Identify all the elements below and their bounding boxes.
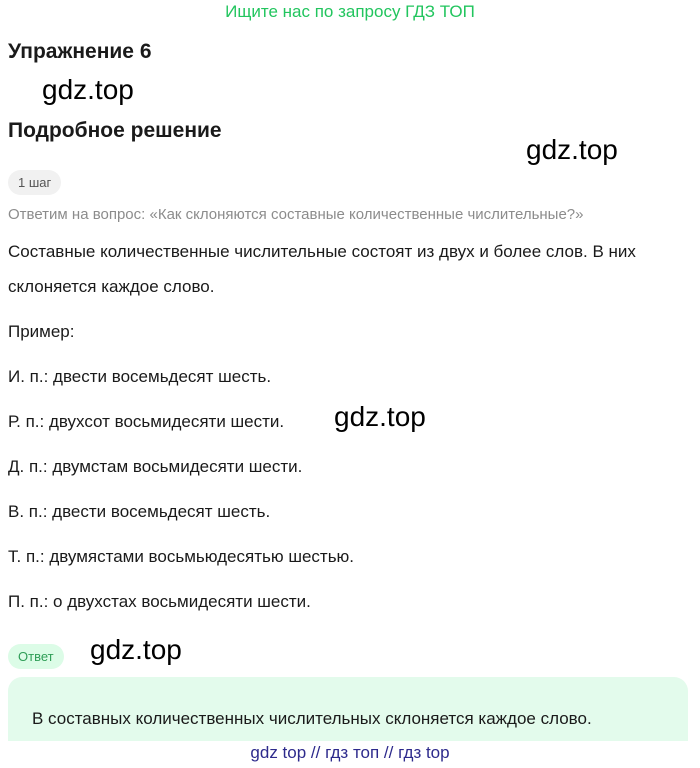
case-line: Р. п.: двухсот восьмидесяти шести.	[8, 412, 285, 431]
watermark-logo: gdz.top	[526, 134, 618, 165]
paragraph-line: Составные количественные числительные состоят из двух и более слов. В них	[8, 242, 636, 261]
paragraph-line: склоняется каждое слово.	[8, 277, 215, 296]
step-badge: 1 шаг	[8, 170, 61, 195]
answer-badge: Ответ	[8, 644, 64, 669]
case-line: П. п.: о двухстах восьмидесяти шести.	[8, 592, 311, 611]
watermark-logo: gdz.top	[90, 634, 182, 665]
case-line: В. п.: двести восемьдесят шесть.	[8, 502, 271, 521]
exercise-title: Упражнение 6	[8, 40, 152, 63]
section-title: Подробное решение	[8, 119, 222, 142]
footer-links: gdz top // гдз топ // гдз top	[250, 743, 450, 762]
case-line: Т. п.: двумястами восьмьюдесятью шестью.	[8, 547, 355, 566]
paragraph-line: Пример:	[8, 322, 75, 341]
case-line: Д. п.: двумстам восьмидесяти шести.	[8, 457, 303, 476]
watermark-logo: gdz.top	[334, 401, 426, 432]
answer-box	[8, 677, 688, 741]
watermark-logo: gdz.top	[42, 74, 134, 105]
search-hint-banner: Ищите нас по запросу ГДЗ ТОП	[225, 2, 475, 21]
question-text: Ответим на вопрос: «Как склоняются составные количественные числительные?»	[8, 206, 584, 223]
case-line: И. п.: двести восемьдесят шесть.	[8, 367, 272, 386]
answer-text: В составных количественных числительных склоняется каждое слово.	[32, 709, 592, 728]
